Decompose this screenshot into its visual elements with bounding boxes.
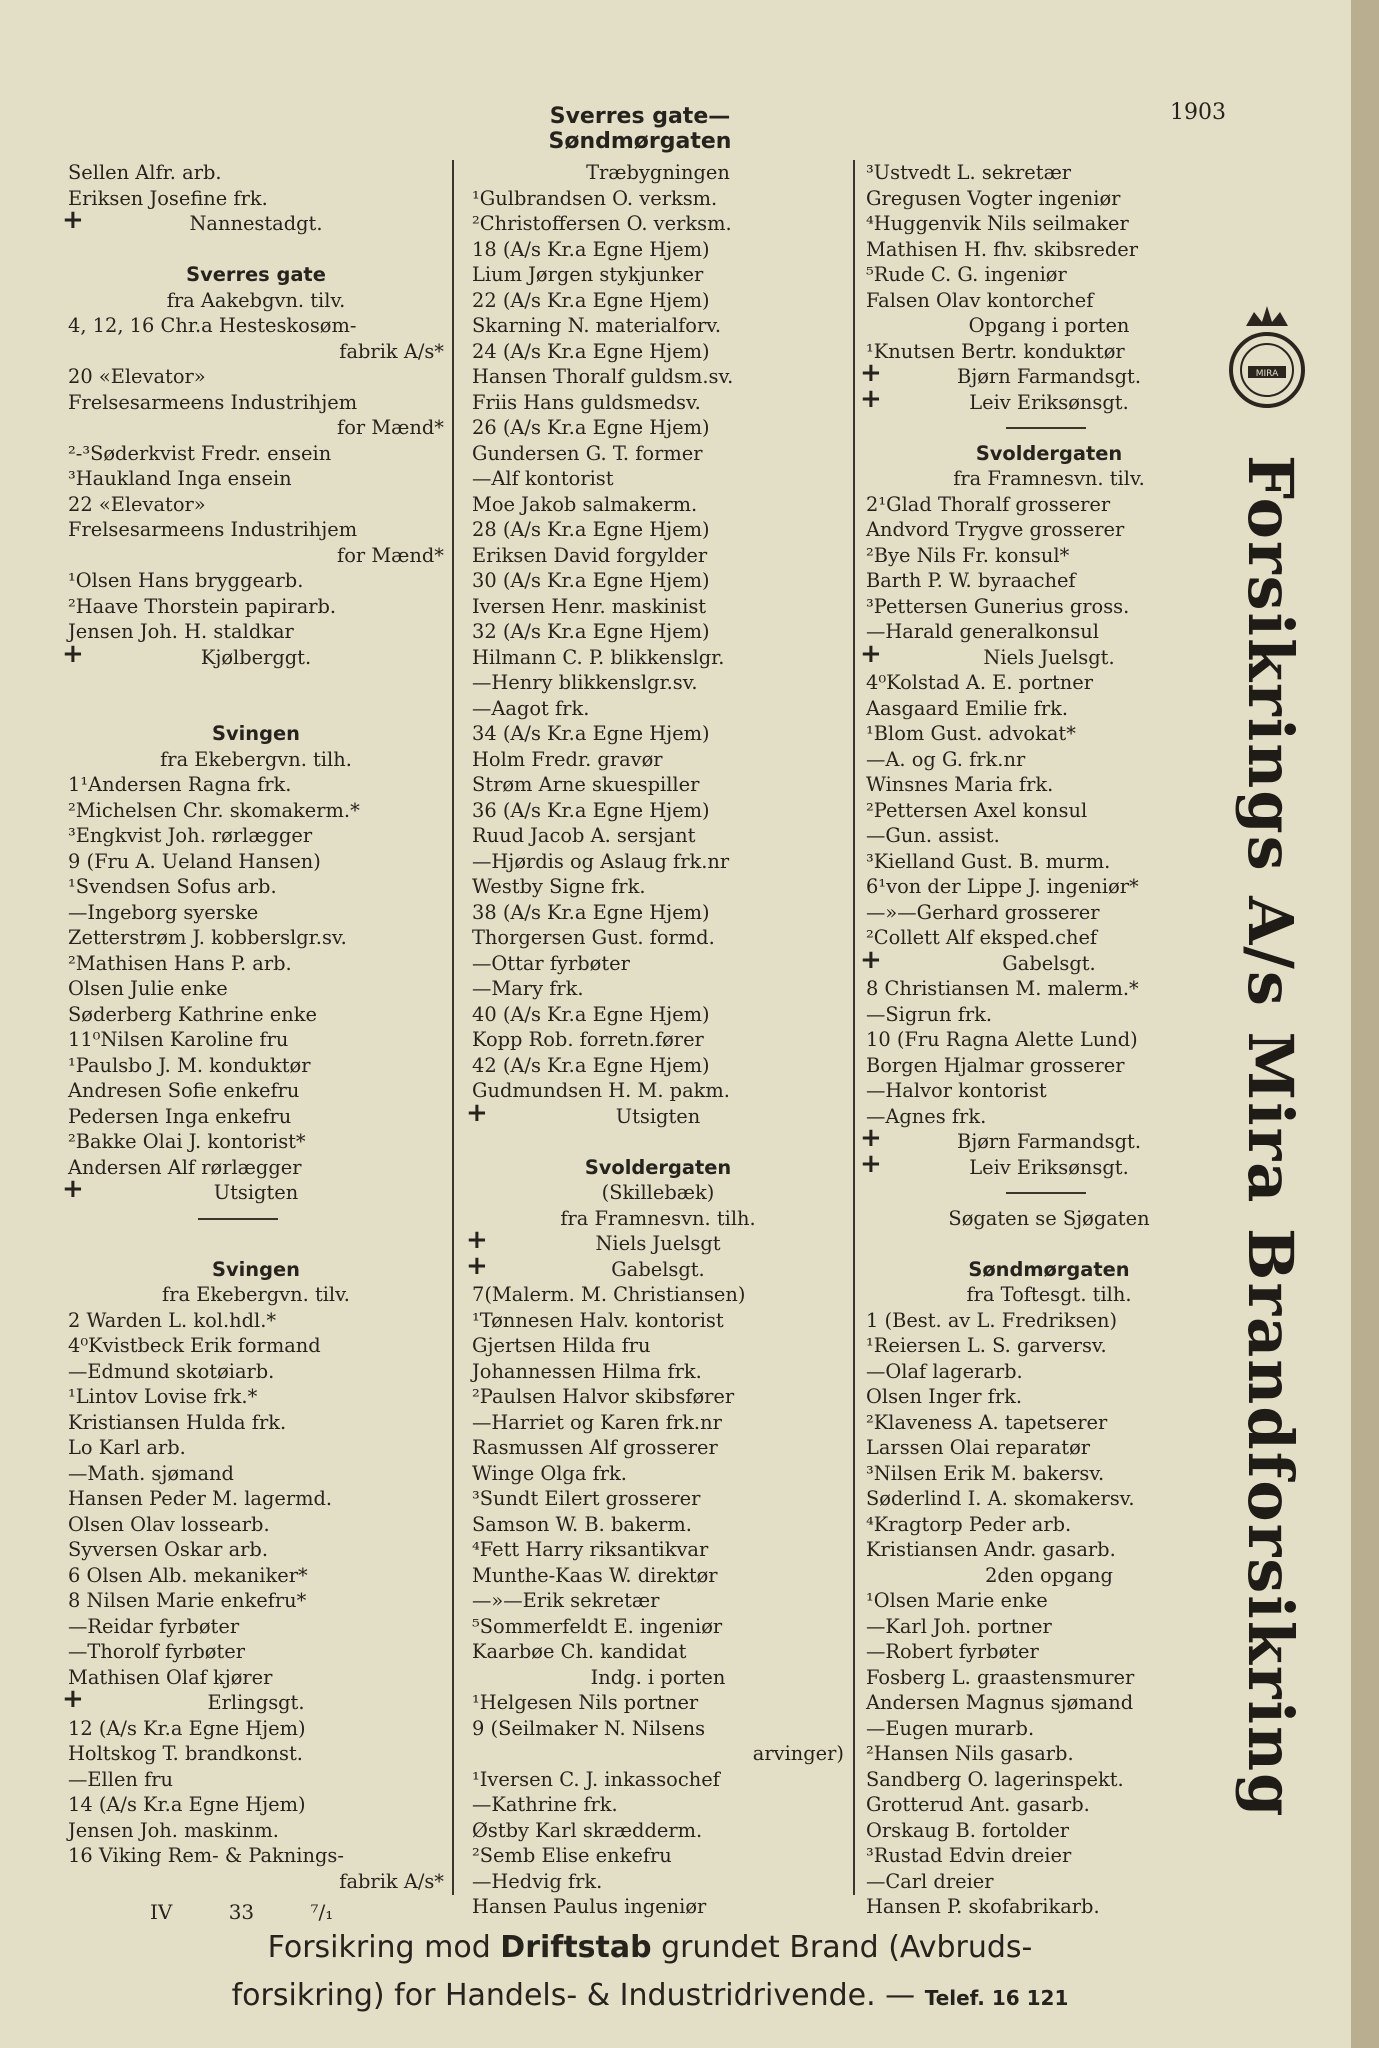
mira-logo <box>1226 286 1308 440</box>
resident-entry: ¹Reiersen L. S. garversv. <box>866 1334 1107 1357</box>
footer-mark: ⁷/₁ <box>310 1900 334 1924</box>
resident-entry: 8 Nilsen Marie enkefru* <box>68 1589 307 1612</box>
resident-entry: ³Engkvist Joh. rørlægger <box>68 824 313 847</box>
resident-entry: ²Bye Nils Fr. konsul* <box>866 543 1070 567</box>
resident-entry: ¹Knutsen Bertr. konduktør <box>866 339 1125 363</box>
resident-entry: Søderberg Kathrine enke <box>68 1002 317 1026</box>
resident-entry: ³Sundt Eilert grosserer <box>472 1487 701 1510</box>
resident-entry: ²Collett Alf eksped.chef <box>866 926 1098 949</box>
resident-entry: 40 (A/s Kr.a Egne Hjem) <box>472 1002 710 1026</box>
cross-icon: + <box>860 383 882 414</box>
resident-entry: Zetterstrøm J. kobberslgr.sv. <box>68 926 347 949</box>
cross-icon: + <box>466 1250 488 1281</box>
subheading: 2den opgang <box>985 1563 1113 1587</box>
resident-entry: 6¹von der Lippe J. ingeniør* <box>866 875 1139 898</box>
resident-entry: Moe Jakob salmakerm. <box>472 492 698 516</box>
cross-icon: + <box>860 1148 882 1179</box>
resident-entry: Gregusen Vogter ingeniør <box>866 186 1121 210</box>
resident-entry: ²Klaveness A. tapetserer <box>866 1410 1108 1434</box>
cross-street: Niels Juelsgt. + <box>860 638 1115 669</box>
resident-entry: ¹Gulbrandsen O. verksm. <box>472 186 718 210</box>
resident-entry: ³Pettersen Gunerius gross. <box>866 594 1130 618</box>
resident-entry: 1 (Best. av L. Fredriksen) <box>866 1308 1118 1332</box>
entry-continuation: fabrik A/s* <box>339 339 444 363</box>
resident-entry: —Sigrun frk. <box>866 1002 993 1026</box>
resident-entry: Sellen Alfr. arb. <box>68 161 222 184</box>
resident-entry: —Hjørdis og Aslaug frk.nr <box>472 849 730 873</box>
resident-entry: —Robert fyrbøter <box>866 1640 1039 1663</box>
resident-entry: 32 (A/s Kr.a Egne Hjem) <box>472 620 710 643</box>
resident-entry: Lo Karl arb. <box>68 1436 186 1459</box>
resident-entry: Hansen P. skofabrikarb. <box>866 1895 1100 1918</box>
resident-entry: Frelsesarmeens Industrihjem <box>68 390 358 414</box>
cross-icon: + <box>860 1123 882 1153</box>
page-number: 1903 <box>1170 100 1226 125</box>
spacer <box>68 237 444 263</box>
subheading: (Skillebæk) <box>601 1181 715 1204</box>
resident-entry: —Harriet og Karen frk.nr <box>472 1410 722 1434</box>
spacer <box>866 1231 1232 1257</box>
entry-continuation: arvinger) <box>752 1742 844 1765</box>
cross-street: Bjørn Farmandsgt. + <box>860 1123 1141 1153</box>
cross-street: Bjørn Farmandsgt. + <box>860 358 1141 388</box>
page-title: Sverres gate—Søndmørgaten <box>548 104 732 154</box>
resident-entry: Kristiansen Andr. gasarb. <box>866 1538 1116 1561</box>
resident-entry: Holm Fredr. gravør <box>472 747 663 771</box>
resident-entry: 22 (A/s Kr.a Egne Hjem) <box>472 288 710 312</box>
column-1 <box>62 160 444 1894</box>
side-advertisement: Forsikrings A/s Mira Brandforsikring <box>1234 455 1307 1819</box>
resident-entry: —A. og G. frk.nr <box>866 747 1026 771</box>
resident-entry: ³Rustad Edvin dreier <box>866 1844 1072 1867</box>
resident-entry: Gudmundsen H. M. pakm. <box>472 1079 730 1102</box>
cross-street: Utsigten + <box>62 1174 299 1204</box>
cross-street: Kjølberggt. + <box>62 638 312 669</box>
column-divider <box>853 160 855 1895</box>
resident-entry: ²Bakke Olai J. kontorist* <box>68 1130 306 1153</box>
resident-entry: ²Mathisen Hans P. arb. <box>68 951 292 975</box>
resident-entry: ¹Svendsen Sofus arb. <box>68 875 277 898</box>
cross-icon: + <box>62 205 84 235</box>
resident-entry: 36 (A/s Kr.a Egne Hjem) <box>472 798 710 822</box>
resident-entry: ¹Blom Gust. advokat* <box>866 722 1076 745</box>
resident-entry: 2 Warden L. kol.hdl.* <box>68 1308 277 1332</box>
street-heading: Svingen <box>212 1257 300 1281</box>
section-rule <box>866 1180 1232 1206</box>
street-heading: Sverres gate <box>186 263 326 286</box>
resident-entry: Eriksen Josefine frk. <box>68 186 268 210</box>
resident-entry: Westby Signe frk. <box>472 875 646 898</box>
entry-continuation: for Mænd* <box>337 543 444 567</box>
cross-street: Nannestadgt. + <box>62 205 323 235</box>
street-heading: Svingen <box>212 722 300 745</box>
resident-entry: 10 (Fru Ragna Alette Lund) <box>866 1028 1138 1051</box>
footer-mark: IV <box>150 1900 173 1924</box>
resident-entry: —»—Gerhard grosserer <box>866 900 1100 924</box>
resident-entry: ²Semb Elise enkefru <box>472 1844 672 1867</box>
street-heading: Svoldergaten <box>584 1155 732 1179</box>
resident-entry: 4, 12, 16 Chr.a Hesteskosøm- <box>68 314 357 337</box>
resident-entry: Mathisen H. fhv. skibsreder <box>866 237 1139 261</box>
resident-entry: ¹Paulsbo J. M. konduktør <box>68 1053 311 1077</box>
resident-entry: 28 (A/s Kr.a Egne Hjem) <box>472 518 710 541</box>
resident-entry: ¹Helgesen Nils portner <box>472 1691 699 1714</box>
subheading: fra Aakebgvn. tilv. <box>166 288 346 312</box>
resident-entry: Syversen Oskar arb. <box>68 1538 269 1561</box>
cross-icon: + <box>860 638 882 669</box>
resident-entry: Aasgaard Emilie frk. <box>866 696 1069 720</box>
resident-entry: 7(Malerm. M. Christiansen) <box>472 1283 746 1306</box>
cross-street: Gabelsgt. + <box>466 1250 705 1281</box>
resident-entry: Sandberg O. lagerinspekt. <box>866 1767 1124 1791</box>
column-divider <box>452 160 454 1895</box>
resident-entry: 34 (A/s Kr.a Egne Hjem) <box>472 722 710 745</box>
resident-entry: 24 (A/s Kr.a Egne Hjem) <box>472 339 710 363</box>
resident-entry: 8 Christiansen M. malerm.* <box>866 977 1139 1000</box>
resident-entry: 4⁰Kolstad A. E. portner <box>866 671 1094 694</box>
resident-entry: ²Paulsen Halvor skibsfører <box>472 1385 735 1408</box>
subheading: Opgang i porten <box>968 314 1130 337</box>
resident-entry: Gundersen G. T. former <box>472 441 703 465</box>
section-rule <box>866 415 1232 441</box>
resident-entry: Holtskog T. brandkonst. <box>68 1742 303 1765</box>
resident-entry: ⁴Fett Harry riksantikvar <box>472 1538 709 1561</box>
resident-entry: —Halvor kontorist <box>866 1079 1047 1102</box>
footer-marks <box>150 1900 383 1924</box>
resident-entry: Munthe-Kaas W. direktør <box>472 1563 718 1587</box>
resident-entry: Thorgersen Gust. formd. <box>472 926 715 949</box>
cross-icon: + <box>466 1097 488 1128</box>
footer-ad-line-1: Forsikring mod Driftstab grundet Brand (Avbruds- <box>267 1930 1033 1965</box>
spacer <box>68 670 444 696</box>
resident-entry: Eriksen David forgylder <box>472 543 708 567</box>
resident-entry: Andersen Alf rørlægger <box>68 1155 302 1179</box>
cross-street: Leiv Eriksønsgt. + <box>860 383 1129 414</box>
resident-entry: Falsen Olav kontorchef <box>866 288 1094 312</box>
cross-icon: + <box>466 1225 488 1255</box>
resident-entry: 30 (A/s Kr.a Egne Hjem) <box>472 569 710 592</box>
resident-entry: Barth P. W. byraachef <box>866 569 1076 592</box>
resident-entry: —Thorolf fyrbøter <box>68 1640 245 1663</box>
footer-ad-line-2: forsikring) for Handels- & Industridrivende. — Telef. 16 121 <box>231 1978 1069 2013</box>
cross-street: Gabelsgt. + <box>860 944 1096 975</box>
spacer <box>68 696 444 722</box>
resident-entry: Andresen Sofie enkefru <box>68 1079 300 1102</box>
subheading: Søgaten se Sjøgaten <box>948 1206 1150 1230</box>
resident-entry: —Mary frk. <box>472 977 584 1000</box>
resident-entry: Jensen Joh. maskinm. <box>68 1818 279 1842</box>
resident-entry: 14 (A/s Kr.a Egne Hjem) <box>68 1793 306 1816</box>
page-edge <box>1351 0 1379 2048</box>
resident-entry: Ruud Jacob A. sersjant <box>472 824 696 847</box>
resident-entry: 2¹Glad Thoralf grosserer <box>866 492 1111 516</box>
resident-entry: —Henry blikkenslgr.sv. <box>472 671 698 694</box>
resident-entry: —Ottar fyrbøter <box>472 951 630 975</box>
resident-entry: —Karl Joh. portner <box>866 1614 1052 1638</box>
resident-entry: Gjertsen Hilda fru <box>472 1334 651 1357</box>
resident-entry: Samson W. B. bakerm. <box>472 1512 692 1536</box>
resident-entry: —Gun. assist. <box>866 824 1000 847</box>
entry-continuation: for Mænd* <box>337 416 444 439</box>
resident-entry: —Edmund skotøiarb. <box>68 1359 275 1383</box>
resident-entry: Friis Hans guldsmedsv. <box>472 390 701 414</box>
resident-entry: ²Pettersen Axel konsul <box>866 798 1088 822</box>
subheading: Træbygningen <box>586 161 730 184</box>
cross-street: Utsigten + <box>466 1097 701 1128</box>
entry-continuation: fabrik A/s* <box>339 1869 444 1893</box>
resident-entry: Olsen Olav lossearb. <box>68 1512 270 1536</box>
cross-street: Niels Juelsgt + <box>466 1225 721 1255</box>
resident-entry: ¹Olsen Hans bryggearb. <box>68 569 304 592</box>
resident-entry: ³Nilsen Erik M. bakersv. <box>866 1461 1105 1485</box>
resident-entry: Iversen Henr. maskinist <box>472 594 707 618</box>
resident-entry: 4⁰Kvistbeck Erik formand <box>68 1334 321 1357</box>
resident-entry: 38 (A/s Kr.a Egne Hjem) <box>472 900 710 924</box>
footer-mark: 33 <box>228 1900 255 1924</box>
resident-entry: Borgen Hjalmar grosserer <box>866 1053 1125 1077</box>
resident-entry: ⁵Rude C. G. ingeniør <box>866 263 1067 286</box>
subheading: fra Toftesgt. tilh. <box>966 1283 1132 1306</box>
resident-entry: ¹Iversen C. J. inkassochef <box>472 1767 720 1791</box>
resident-entry: Winsnes Maria frk. <box>866 773 1054 796</box>
resident-entry: ¹Tønnesen Halv. kontorist <box>472 1308 724 1332</box>
resident-entry: 26 (A/s Kr.a Egne Hjem) <box>472 416 710 439</box>
resident-entry: Jensen Joh. H. staldkar <box>68 620 294 643</box>
resident-entry: Søderlind I. A. skomakersv. <box>866 1487 1135 1510</box>
resident-entry: —Harald generalkonsul <box>866 620 1099 643</box>
street-heading: Svoldergaten <box>975 441 1123 465</box>
resident-entry: —Math. sjømand <box>68 1461 234 1485</box>
resident-entry: 42 (A/s Kr.a Egne Hjem) <box>472 1053 710 1077</box>
subheading: fra Ekebergvn. tilv. <box>162 1283 350 1306</box>
resident-entry: Johannessen Hilma frk. <box>472 1359 702 1383</box>
resident-entry: —Ellen fru <box>68 1767 174 1791</box>
resident-entry: Lium Jørgen stykjunker <box>472 263 704 286</box>
cross-icon: + <box>62 1684 84 1714</box>
spacer <box>472 1129 844 1155</box>
resident-entry: ³Haukland Inga ensein <box>68 467 292 490</box>
resident-entry: Hansen Peder M. lagermd. <box>68 1487 333 1510</box>
resident-entry: Kaarbøe Ch. kandidat <box>472 1640 687 1663</box>
resident-entry: 11⁰Nilsen Karoline fru <box>68 1028 289 1051</box>
cross-street: Erlingsgt. + <box>62 1684 305 1714</box>
resident-entry: —»—Erik sekretær <box>472 1589 660 1612</box>
cross-icon: + <box>860 944 882 975</box>
column-2 <box>466 160 844 1920</box>
resident-entry: —Ingeborg syerske <box>68 900 259 924</box>
resident-entry: 20 «Elevator» <box>68 365 206 388</box>
resident-entry: ²Christoffersen O. verksm. <box>472 212 732 235</box>
section-rule <box>68 1206 444 1232</box>
resident-entry: Kopp Rob. forretn.fører <box>472 1028 704 1051</box>
resident-entry: 9 (Fru A. Ueland Hansen) <box>68 849 321 873</box>
resident-entry: ³Kielland Gust. B. murm. <box>866 849 1111 873</box>
subheading: Indg. i porten <box>590 1665 726 1689</box>
resident-entry: 6 Olsen Alb. mekaniker* <box>68 1563 308 1587</box>
resident-entry: Fosberg L. graastensmurer <box>866 1665 1135 1689</box>
resident-entry: ⁴Huggenvik Nils seilmaker <box>866 212 1129 235</box>
cross-icon: + <box>860 358 882 388</box>
street-heading: Søndmørgaten <box>968 1257 1130 1281</box>
resident-entry: Skarning N. materialforv. <box>472 314 722 337</box>
resident-entry: Frelsesarmeens Industrihjem <box>68 518 358 541</box>
resident-entry: —Carl dreier <box>866 1869 994 1893</box>
subheading: fra Framnesvn. tilv. <box>953 467 1145 490</box>
resident-entry: ¹Lintov Lovise frk.* <box>68 1385 258 1408</box>
resident-entry: 1¹Andersen Ragna frk. <box>68 773 292 796</box>
resident-entry: Hansen Paulus ingeniør <box>472 1895 707 1918</box>
resident-entry: Hansen Thoralf guldsm.sv. <box>472 365 734 388</box>
resident-entry: 9 (Seilmaker N. Nilsens <box>472 1716 706 1740</box>
resident-entry: Østby Karl skrædderm. <box>472 1818 703 1842</box>
resident-entry: Orskaug B. fortolder <box>866 1818 1070 1842</box>
resident-entry: ⁴Kragtorp Peder arb. <box>866 1512 1072 1536</box>
resident-entry: Olsen Inger frk. <box>866 1385 1023 1408</box>
resident-entry: Pedersen Inga enkefru <box>68 1104 292 1128</box>
resident-entry: ²Haave Thorstein papirarb. <box>68 594 337 618</box>
resident-entry: Larssen Olai reparatør <box>866 1436 1091 1459</box>
resident-entry: 16 Viking Rem- & Paknings- <box>68 1844 344 1867</box>
resident-entry: Andersen Magnus sjømand <box>866 1691 1134 1714</box>
column-3 <box>860 160 1232 1920</box>
spacer <box>68 1231 444 1257</box>
resident-entry: 22 «Elevator» <box>68 492 206 516</box>
cross-icon: + <box>62 1174 84 1204</box>
resident-entry: —Alf kontorist <box>472 467 614 490</box>
resident-entry: Strøm Arne skuespiller <box>472 773 700 796</box>
subheading: fra Ekebergvn. tilh. <box>160 747 352 771</box>
resident-entry: —Agnes frk. <box>866 1104 987 1128</box>
resident-entry: Andvord Trygve grosserer <box>866 518 1125 541</box>
resident-entry: —Aagot frk. <box>472 696 590 720</box>
resident-entry: ⁵Sommerfeldt E. ingeniør <box>472 1614 723 1638</box>
resident-entry: ¹Olsen Marie enke <box>866 1589 1048 1612</box>
resident-entry: Hilmann C. P. blikkenslgr. <box>472 645 725 669</box>
cross-icon: + <box>62 638 84 669</box>
resident-entry: —Reidar fyrbøter <box>68 1614 240 1638</box>
cross-street: Leiv Eriksønsgt. + <box>860 1148 1129 1179</box>
resident-entry: Olsen Julie enke <box>68 977 228 1000</box>
resident-entry: Winge Olga frk. <box>472 1461 627 1485</box>
resident-entry: 18 (A/s Kr.a Egne Hjem) <box>472 237 710 261</box>
resident-entry: ²Michelsen Chr. skomakerm.* <box>68 798 360 822</box>
resident-entry: —Olaf lagerarb. <box>866 1359 1023 1383</box>
resident-entry: Kristiansen Hulda frk. <box>68 1410 287 1434</box>
resident-entry: 12 (A/s Kr.a Egne Hjem) <box>68 1716 306 1740</box>
subheading: fra Framnesvn. tilh. <box>560 1206 756 1230</box>
resident-entry: ²-³Søderkvist Fredr. ensein <box>68 441 332 465</box>
resident-entry: —Hedvig frk. <box>472 1869 603 1893</box>
resident-entry: Rasmussen Alf grosserer <box>472 1436 718 1459</box>
svg-text:MIRA: MIRA <box>1255 369 1279 379</box>
resident-entry: —Kathrine frk. <box>472 1793 618 1816</box>
resident-entry: —Eugen murarb. <box>866 1716 1035 1740</box>
resident-entry: Mathisen Olaf kjører <box>68 1665 273 1689</box>
resident-entry: ²Hansen Nils gasarb. <box>866 1742 1074 1765</box>
resident-entry: Grotterud Ant. gasarb. <box>866 1793 1090 1816</box>
resident-entry: ³Ustvedt L. sekretær <box>866 161 1072 184</box>
